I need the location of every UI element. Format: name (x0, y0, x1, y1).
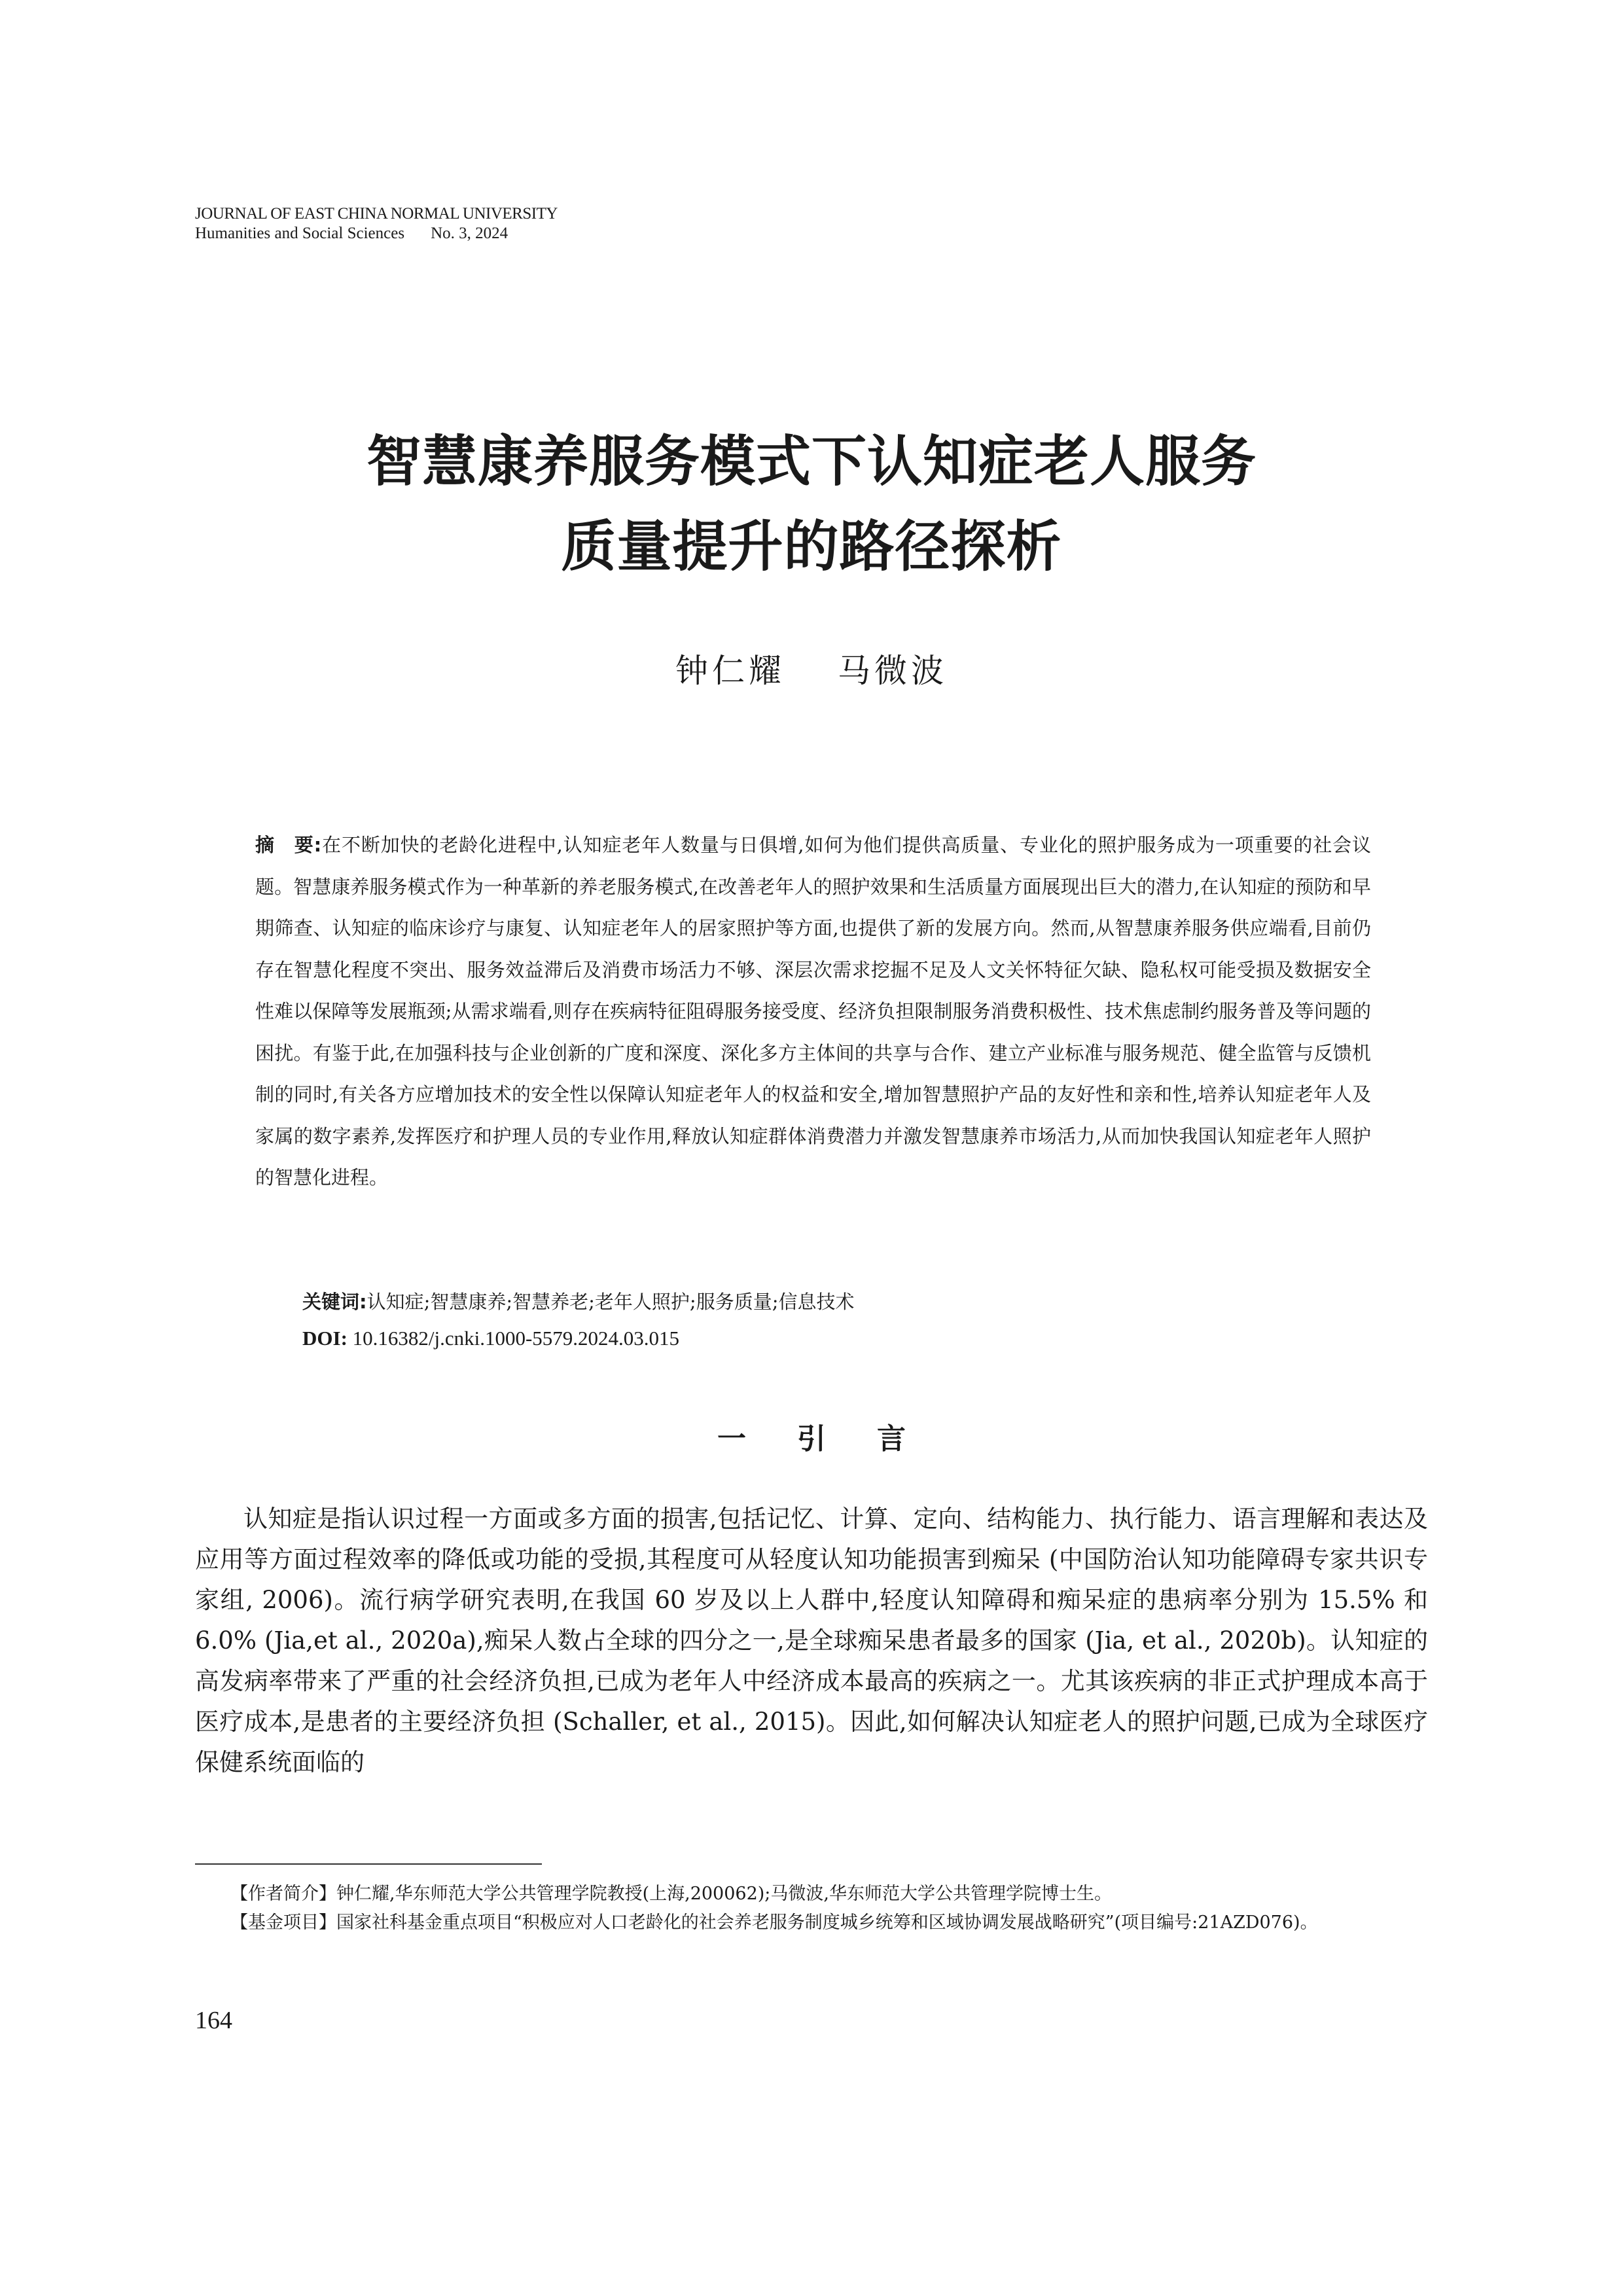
doi (302, 1327, 679, 1350)
abstract-label: 摘 要: (255, 834, 322, 856)
author-2: 马微波 (838, 652, 948, 690)
page-number: 164 (195, 2007, 232, 2034)
journal-name: JOURNAL OF EAST CHINA NORMAL UNIVERSITY (195, 205, 558, 223)
keywords-text: 认知症;智慧康养;智慧养老;老年人照护;服务质量;信息技术 (366, 1291, 855, 1313)
journal-series: Humanities and Social Sciences (195, 224, 405, 242)
journal-issue: No. 3, 2024 (431, 224, 508, 242)
author-list (0, 645, 1623, 692)
footnote-fund: 【基金项目】国家社科基金重点项目“积极应对人口老龄化的社会养老服务制度城乡统筹和区域协调发展战略研究”(项目编号:21AZD076)。 (230, 1912, 1318, 1933)
page-title (0, 419, 1623, 589)
journal-header (195, 204, 558, 243)
footnote-author-info: 【作者简介】钟仁耀,华东师范大学公共管理学院教授(上海,200062);马微波,华东师范大学公共管理学院博士生。 (230, 1884, 1112, 1904)
body-text (195, 1499, 1428, 1783)
body-paragraph: 认知症是指认识过程一方面或多方面的损害,包括记忆、计算、定向、结构能力、执行能力、语言理解和表达及应用等方面过程效率的降低或功能的受损,其程度可从轻度认知功能损害到痴呆 (中国防治认知功能障碍专家共识专家组, 2006)。流行病学研究表明,在我国 60 岁及以上人群中,轻度认知障碍和痴呆症的患病率分别为 15.5% 和 6.0% (Jia,et al., 2020a),痴呆人数占全球的四分之一,是全球痴呆患者最多的国家 (Jia, et al., 2020b)。认知症的高发病率带来了严重的社会经济负担,已成为老年人中经济成本最高的疾病之一。尤其该疾病的非正式护理成本高于医疗成本,是患者的主要经济负担 (Schaller, et al., 2015)。因此,如何解决认知症老人的照护问题,已成为全球医疗保健系统面临的 (195, 1505, 1428, 1776)
keywords (302, 1285, 854, 1318)
abstract (255, 825, 1371, 1199)
abstract-text: 在不断加快的老龄化进程中,认知症老年人数量与日俱增,如何为他们提供高质量、专业化的照护服务成为一项重要的社会议题。智慧康养服务模式作为一种革新的养老服务模式,在改善老年人的照护效果和生活质量方面展现出巨大的潜力,在认知症的预防和早期筛查、认知症的临床诊疗与康复、认知症老年人的居家照护等方面,也提供了新的发展方向。然而,从智慧康养服务供应端看,目前仍存在智慧化程度不突出、服务效益滞后及消费市场活力不够、深层次需求挖掘不足及人文关怀特征欠缺、隐私权可能受损及数据安全性难以保障等发展瓶颈;从需求端看,则存在疾病特征阻碍服务接受度、经济负担限制服务消费积极性、技术焦虑制约服务普及等问题的困扰。有鉴于此,在加强科技与企业创新的广度和深度、深化多方主体间的共享与合作、建立产业标准与服务规范、健全监管与反馈机制的同时,有关各方应增加技术的安全性以保障认知症老年人的权益和安全,增加智慧照护产品的友好性和亲和性,培养认知症老年人及家属的数字素养,发挥医疗和护理人员的专业作用,释放认知症群体消费潜力并激发智慧康养市场活力,从而加快我国认知症老年人照护的智慧化进程。 (255, 834, 1371, 1189)
author-1: 钟仁耀 (675, 652, 785, 690)
footnote-divider (195, 1863, 542, 1865)
journal-series-line (195, 224, 558, 243)
footnotes (195, 1880, 1428, 1937)
doi-label: DOI: (302, 1327, 348, 1350)
section-heading: 一引言 (717, 1422, 957, 1456)
title-line-1: 智慧康养服务模式下认知症老人服务 (366, 429, 1257, 493)
doi-value: 10.16382/j.cnki.1000-5579.2024.03.015 (352, 1327, 680, 1350)
keywords-label: 关键词: (302, 1291, 367, 1313)
title-line-2: 质量提升的路径探析 (561, 514, 1062, 579)
